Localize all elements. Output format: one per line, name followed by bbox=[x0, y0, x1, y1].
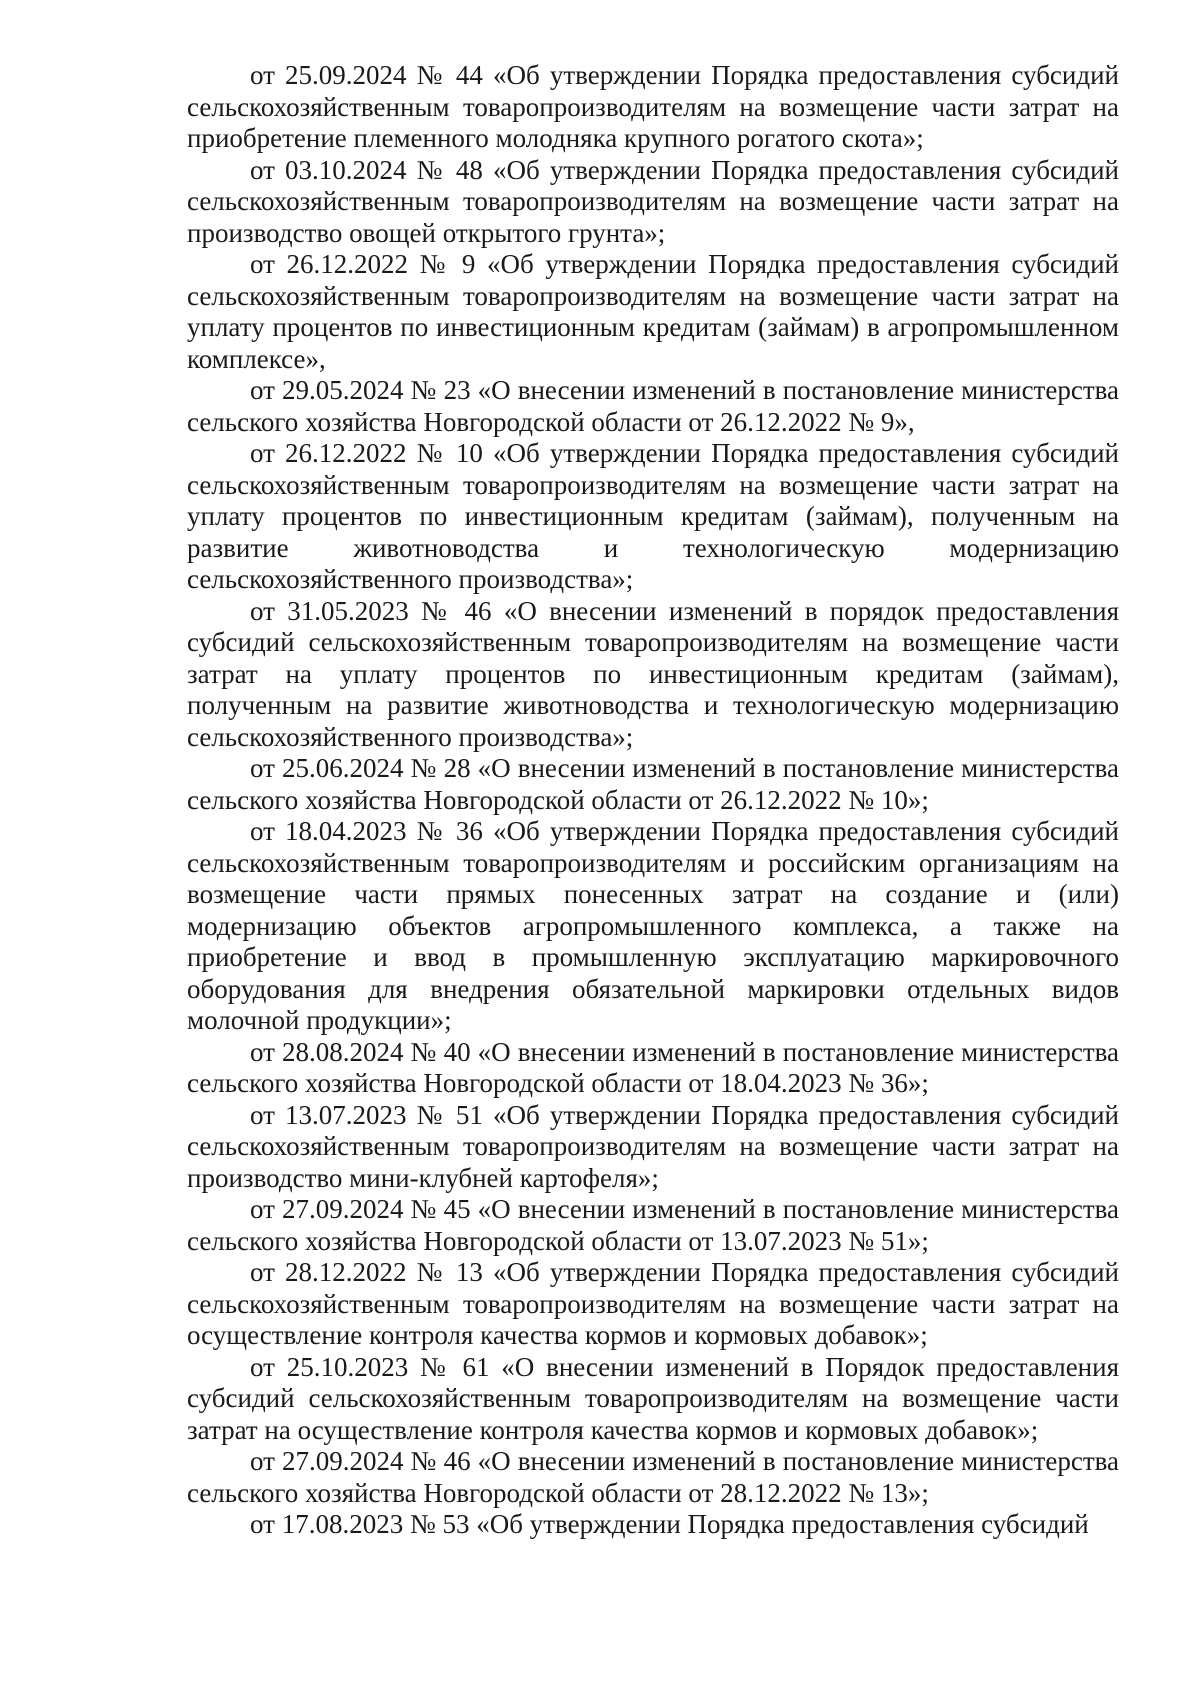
paragraph-5: от 26.12.2022 № 10 «Об утверждении Порядка предоставления субсидий сельскохозяйственным товаропроизводителям на возмещение части затрат на уплату процентов по инвестиционным кредитам (займам), полученным на развитие животноводства и технологическую модернизацию сельскохозяйственного производства»; bbox=[187, 438, 1119, 594]
paragraph-13: от 25.10.2023 № 61 «О внесении изменений в Порядок предоставления субсидий сельскохозяйственным товаропроизводителям на возмещение части затрат на осуществление контроля качества кормов и кормовых добавок»; bbox=[187, 1351, 1119, 1445]
paragraph-9: от 28.08.2024 № 40 «О внесении изменений в постановление министерства сельского хозяйства Новгородской области от 18.04.2023 № 36»; bbox=[187, 1036, 1119, 1098]
paragraph-12: от 28.12.2022 № 13 «Об утверждении Порядка предоставления субсидий сельскохозяйственным товаропроизводителям на возмещение части затрат на осуществление контроля качества кормов и кормовых добавок»; bbox=[187, 1257, 1119, 1350]
paragraph-6: от 31.05.2023 № 46 «О внесении изменений в порядок предоставления субсидий сельскохозяйственным товаропроизводителям на возмещение части затрат на уплату процентов по инвестиционным кредитам (займам), полученным на развитие животноводства и технологическую модернизацию сельскохозяйственного производства»; bbox=[187, 595, 1119, 752]
document-body bbox=[187, 60, 1119, 1541]
paragraph-14: от 27.09.2024 № 46 «О внесении изменений в постановление министерства сельского хозяйства Новгородской области от 28.12.2022 № 13»; bbox=[187, 1446, 1119, 1508]
paragraph-10: от 13.07.2023 № 51 «Об утверждении Порядка предоставления субсидий сельскохозяйственным товаропроизводителям на возмещение части затрат на производство мини-клубней картофеля»; bbox=[187, 1099, 1119, 1193]
paragraph-7: от 25.06.2024 № 28 «О внесении изменений в постановление министерства сельского хозяйства Новгородской области от 26.12.2022 № 10»; bbox=[187, 753, 1119, 815]
paragraph-11: от 27.09.2024 № 45 «О внесении изменений в постановление министерства сельского хозяйства Новгородской области от 13.07.2023 № 51»; bbox=[187, 1194, 1119, 1256]
paragraph-1: от 25.09.2024 № 44 «Об утверждении Порядка предоставления субсидий сельскохозяйственным товаропроизводителям на возмещение части затрат на приобретение племенного молодняка крупного рогатого скота»; bbox=[187, 60, 1119, 153]
paragraph-2: от 03.10.2024 № 48 «Об утверждении Порядка предоставления субсидий сельскохозяйственным товаропроизводителям на возмещение части затрат на производство овощей открытого грунта»; bbox=[187, 154, 1119, 248]
paragraph-3: от 26.12.2022 № 9 «Об утверждении Порядка предоставления субсидий сельскохозяйственным товаропроизводителям на возмещение части затрат на уплату процентов по инвестиционным кредитам (займам) в агропромышленном комплексе», bbox=[187, 249, 1119, 374]
paragraph-15: от 17.08.2023 № 53 «Об утверждении Порядка предоставления субсидий bbox=[250, 1509, 1089, 1539]
paragraph-4: от 29.05.2024 № 23 «О внесении изменений в постановление министерства сельского хозяйства Новгородской области от 26.12.2022 № 9», bbox=[187, 375, 1119, 437]
paragraph-8: от 18.04.2023 № 36 «Об утверждении Порядка предоставления субсидий сельскохозяйственным товаропроизводителям и российским организациям на возмещение части прямых понесенных затрат на создание и (или) модернизацию объектов агропромышленного комплекса, а также на приобретение и ввод в промышленную эксплуатацию маркировочного оборудования для внедрения обязательной маркировки отдельных видов молочной продукции»; bbox=[187, 816, 1119, 1035]
